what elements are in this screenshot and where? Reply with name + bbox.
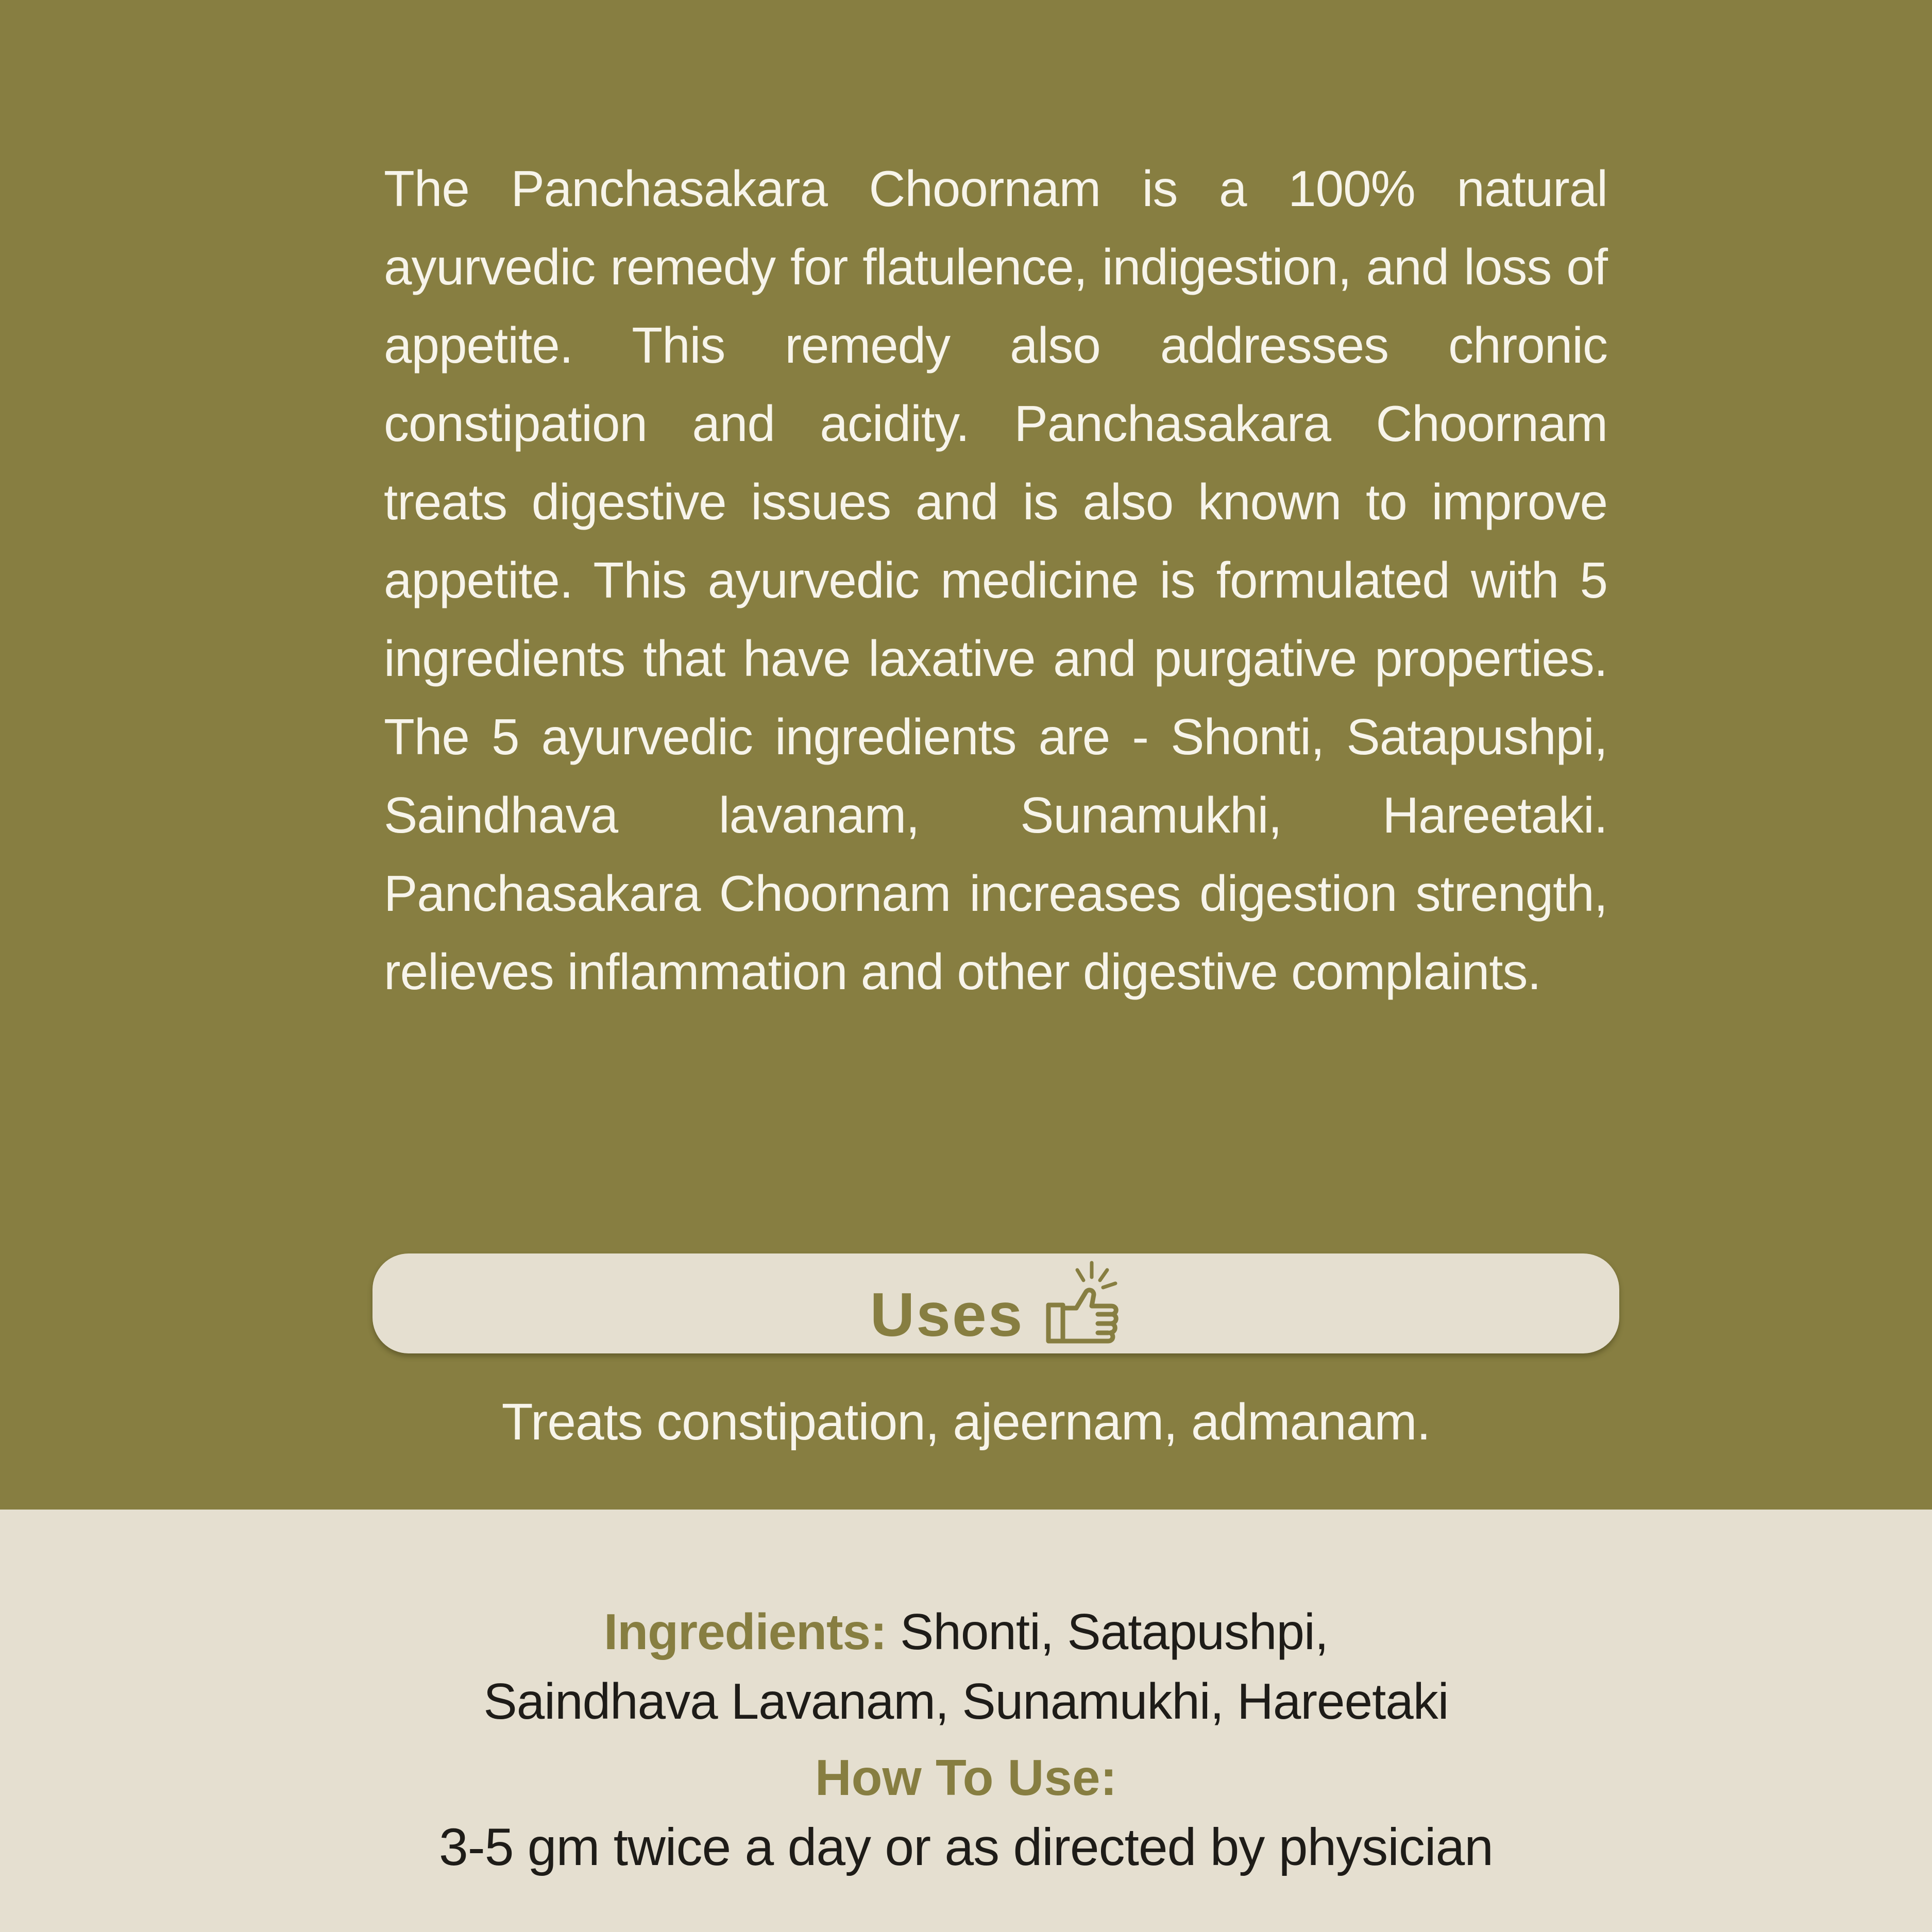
ingredients-section bbox=[0, 1597, 1932, 1736]
uses-header bbox=[372, 1253, 1619, 1353]
ingredients-line-1 bbox=[0, 1597, 1932, 1667]
ingredients-list-part-2: Saindhava Lavanam, Sunamukhi, Hareetaki bbox=[483, 1673, 1449, 1730]
uses-text: Treats constipation, ajeernam, admanam. bbox=[501, 1393, 1431, 1451]
uses-title: Uses bbox=[870, 1280, 1024, 1349]
ingredients-label: Ingredients: bbox=[603, 1603, 887, 1660]
ingredients-list-part-1: Shonti, Satapushpi, bbox=[900, 1603, 1328, 1660]
product-description: The Panchasakara Choornam is a 100% natural ayurvedic remedy for flatulence, indigestion, and loss of appetite. This remedy also addresses chronic constipation and acidity. Panchasakara Choornam treats digestive issues and is also known to improve appetite. This ayurvedic medicine is formulated with 5 ingredients that have laxative and purgative properties. The 5 ayurvedic ingredients are - Shonti, Satapushpi, Saindhava lavanam, Sunamukhi, Hareetaki. Panchasakara Choornam increases digestion strength, relieves inflammation and other digestive complaints. bbox=[384, 160, 1607, 1000]
how-to-use-text: 3-5 gm twice a day or as directed by physician bbox=[439, 1818, 1493, 1876]
thumbs-up-icon bbox=[1044, 1259, 1122, 1346]
how-to-use-label: How To Use: bbox=[815, 1749, 1117, 1806]
